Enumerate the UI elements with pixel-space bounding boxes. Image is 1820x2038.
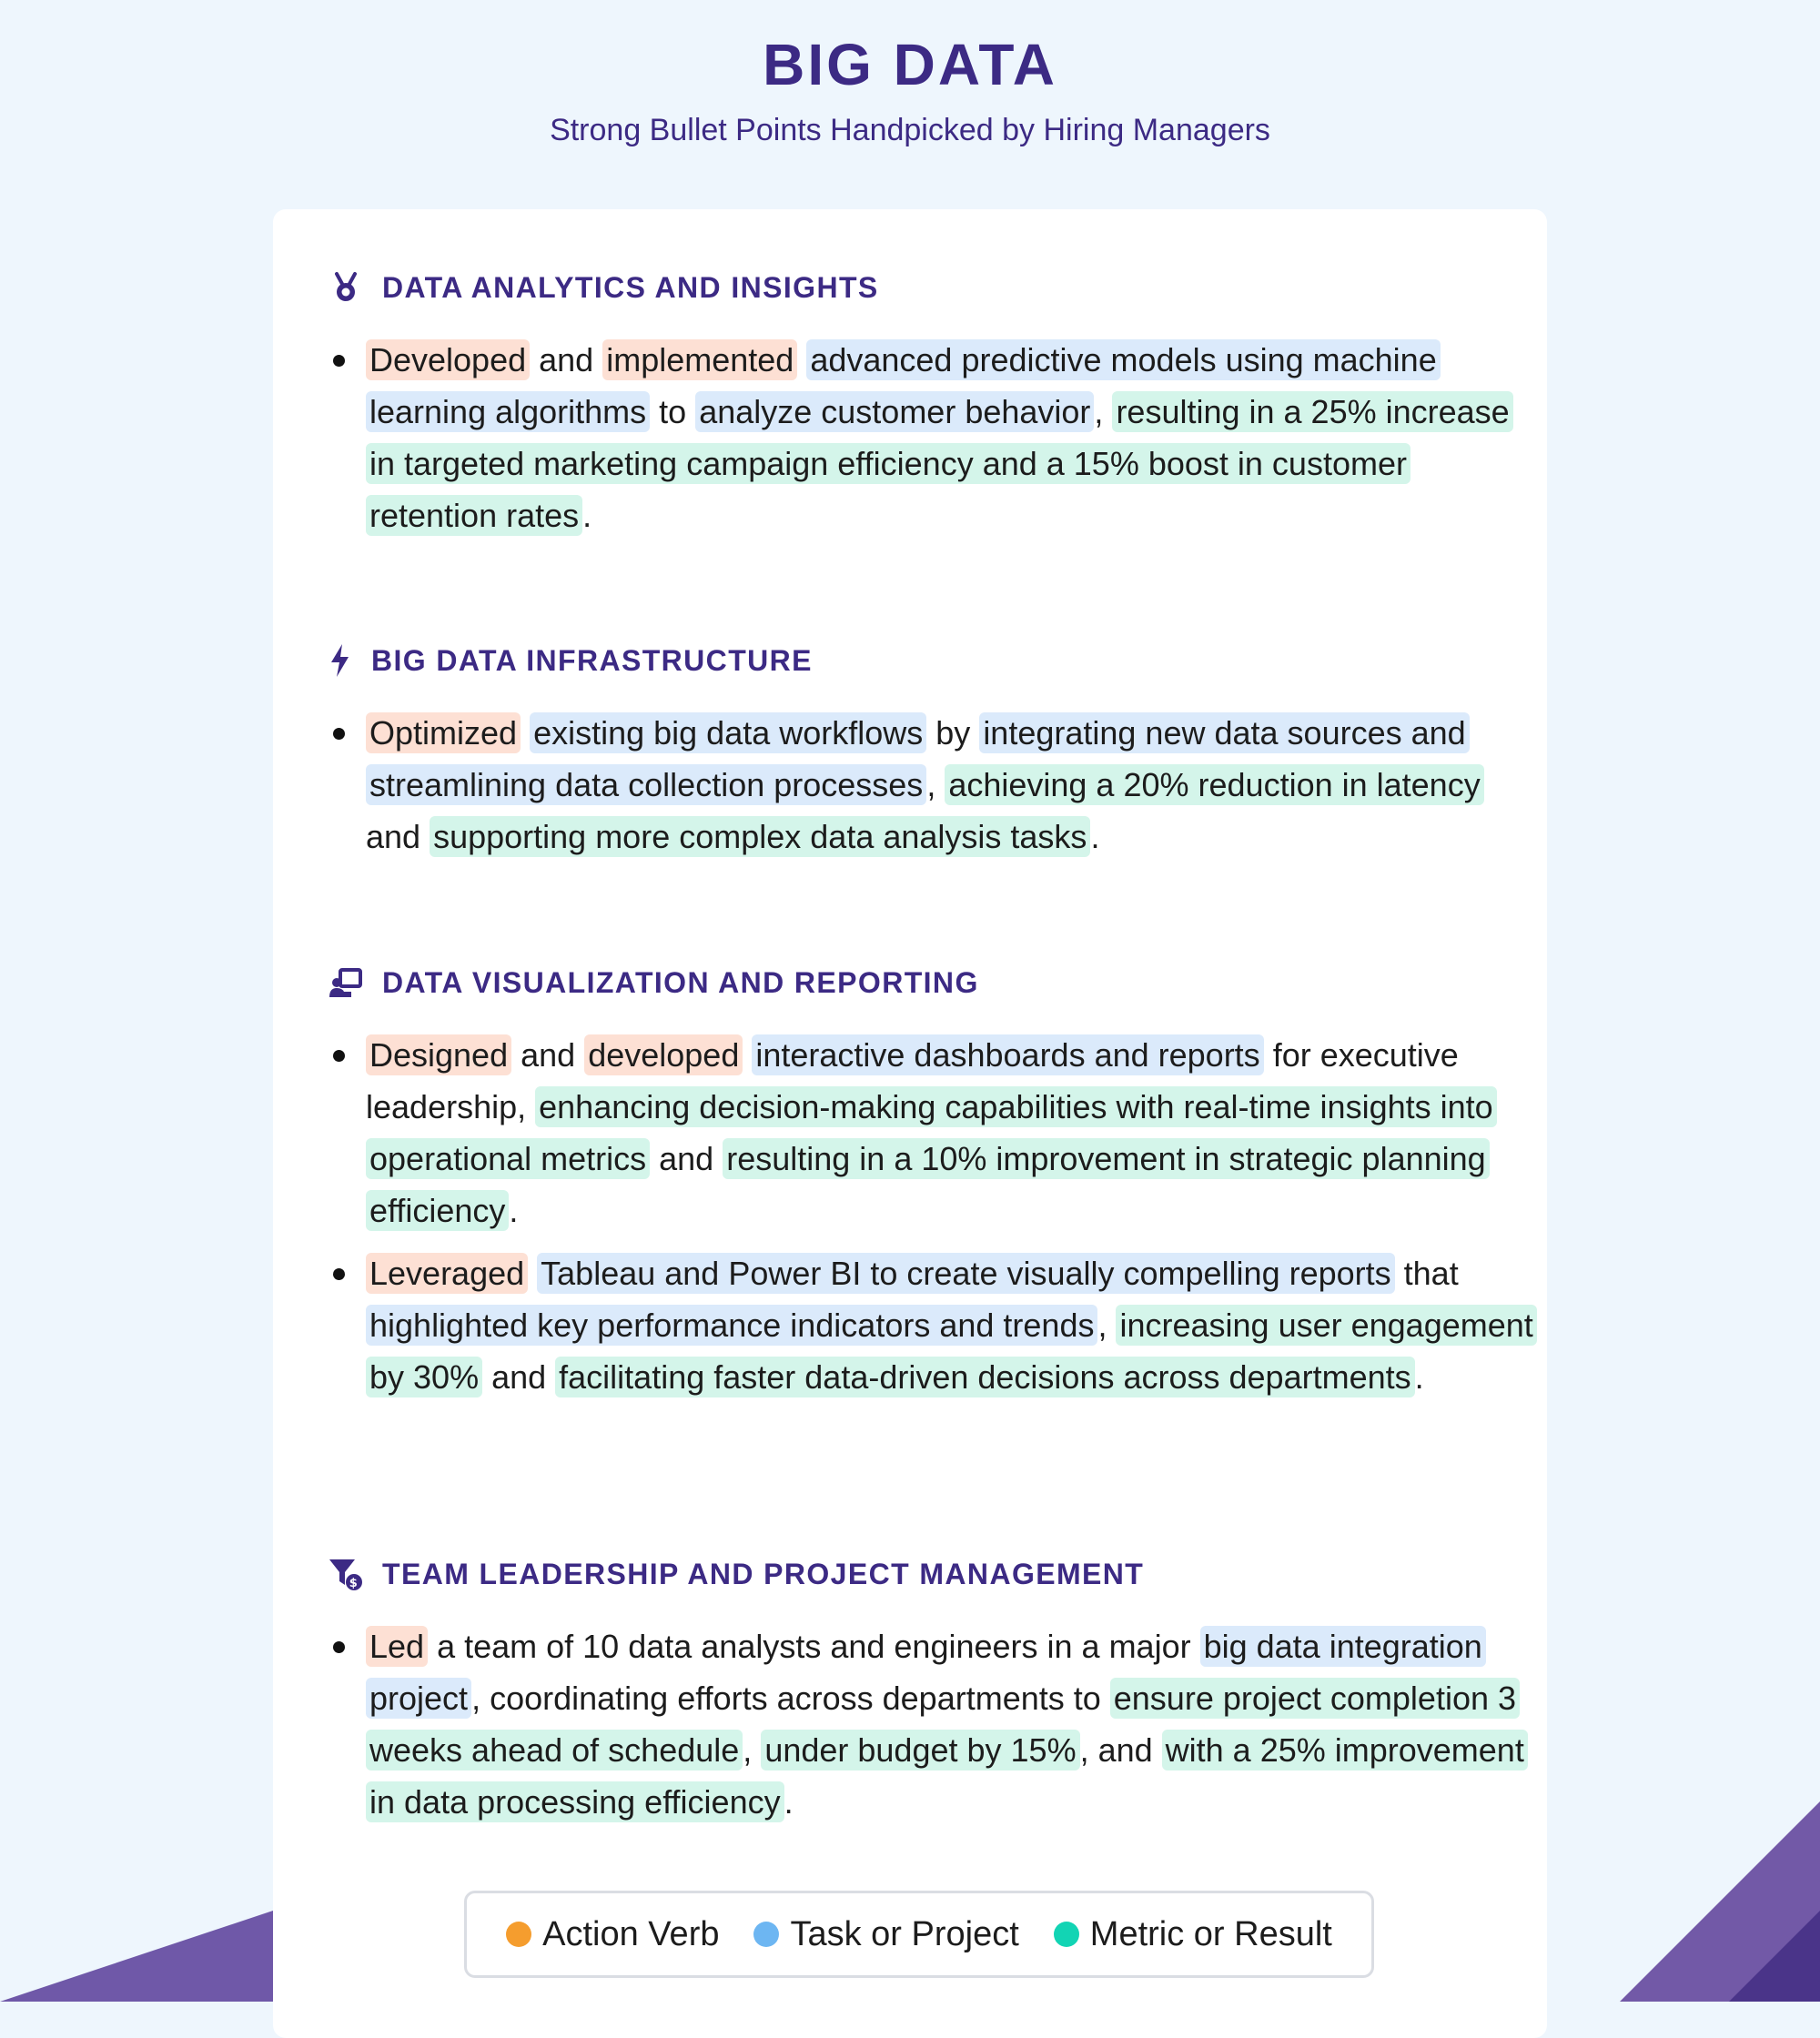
highlight-metric-or-result: under budget by 15% <box>761 1730 1079 1771</box>
highlight-action-verb: Led <box>366 1626 428 1667</box>
section-title: DATA ANALYTICS AND INSIGHTS <box>382 270 879 304</box>
bullet-text <box>366 1247 1540 1403</box>
plain-text: . <box>1090 818 1100 855</box>
highlight-action-verb: Optimized <box>366 712 521 753</box>
section-heading-leadership <box>328 1554 1144 1594</box>
legend-item-action-verb <box>506 1915 719 1954</box>
corner-decoration-left <box>0 1911 273 2002</box>
bullet-dot <box>333 355 345 367</box>
bullet-text <box>366 334 1540 541</box>
page-subtitle: Strong Bullet Points Handpicked by Hiring Managers <box>550 113 1270 147</box>
highlight-action-verb: Designed <box>366 1034 511 1075</box>
content-card <box>273 209 1547 2038</box>
plain-text: by <box>926 714 980 752</box>
plain-text: and <box>366 818 430 855</box>
highlight-task-or-project: advanced predictive models using machine learning algorithms <box>366 339 1441 432</box>
highlight-task-or-project: interactive dashboards and reports <box>752 1034 1263 1075</box>
funnel-dollar-icon <box>328 1556 364 1592</box>
highlight-action-verb: Leveraged <box>366 1253 528 1294</box>
highlight-metric-or-result: increasing user engagement by 30% <box>366 1305 1537 1397</box>
highlight-action-verb: Developed <box>366 339 530 380</box>
highlight-task-or-project: Tableau and Power BI to create visually compelling reports <box>537 1253 1395 1294</box>
highlight-task-or-project: existing big data workflows <box>530 712 926 753</box>
highlight-action-verb: developed <box>584 1034 743 1075</box>
plain-text <box>797 341 806 378</box>
plain-text: and <box>530 341 603 378</box>
medal-icon <box>328 269 364 306</box>
bullet-dot <box>333 1641 345 1653</box>
highlight-task-or-project: highlighted key performance indicators and trends <box>366 1305 1097 1346</box>
highlight-metric-or-result: enhancing decision-making capabilities with real-time insights into operational metrics <box>366 1086 1497 1179</box>
plain-text: . <box>582 497 592 534</box>
bullet-dot <box>333 1268 345 1280</box>
svg-text:$: $ <box>349 1577 359 1590</box>
plain-text: that <box>1394 1255 1459 1292</box>
plain-text: , coordinating efforts across departments to <box>471 1680 1110 1717</box>
bullet-text <box>366 1029 1540 1236</box>
plain-text: , <box>1094 393 1113 430</box>
highlight-task-or-project: analyze customer behavior <box>695 391 1094 432</box>
highlight-metric-or-result: supporting more complex data analysis tasks <box>430 816 1090 857</box>
orange-dot-icon <box>506 1922 531 1947</box>
highlight-metric-or-result: resulting in a 25% increase in targeted marketing campaign efficiency and a 15% boost in customer retention rates <box>366 391 1513 536</box>
plain-text <box>743 1036 752 1074</box>
presentation-icon <box>328 964 364 1001</box>
legend-label: Task or Project <box>790 1914 1019 1953</box>
highlight-metric-or-result: resulting in a 10% improvement in strategic planning efficiency <box>366 1138 1490 1231</box>
plain-text <box>528 1255 537 1292</box>
lightning-icon <box>328 642 353 679</box>
plain-text: , <box>926 766 945 803</box>
section-heading-analytics <box>328 267 879 308</box>
page-title: BIG DATA <box>763 32 1057 97</box>
legend-label: Action Verb <box>542 1914 720 1953</box>
teal-dot-icon <box>1054 1922 1079 1947</box>
legend <box>464 1891 1374 1978</box>
plain-text: and <box>511 1036 585 1074</box>
bullet-dot <box>333 728 345 740</box>
bullet-text <box>366 707 1540 863</box>
highlight-action-verb: implemented <box>602 339 797 380</box>
highlight-metric-or-result: with a 25% improvement in data processing efficiency <box>366 1730 1528 1822</box>
plain-text: . <box>1414 1358 1424 1396</box>
plain-text: , <box>1097 1307 1117 1344</box>
legend-item-metric-or-result <box>1054 1915 1332 1954</box>
section-title: TEAM LEADERSHIP AND PROJECT MANAGEMENT <box>382 1557 1145 1590</box>
section-heading-infrastructure <box>328 641 813 681</box>
blue-dot-icon <box>753 1922 779 1947</box>
plain-text: and <box>650 1140 723 1177</box>
highlight-task-or-project: integrating new data sources and streamlining data collection processes <box>366 712 1470 805</box>
legend-label: Metric or Result <box>1089 1914 1332 1953</box>
highlight-metric-or-result: ensure project completion 3 weeks ahead of schedule <box>366 1678 1520 1771</box>
highlight-task-or-project: big data integration project <box>366 1626 1486 1719</box>
plain-text: a team of 10 data analysts and engineers in a major <box>428 1628 1200 1665</box>
plain-text: for executive leadership, <box>366 1036 1459 1125</box>
plain-text: and <box>482 1358 556 1396</box>
section-title: DATA VISUALIZATION AND REPORTING <box>382 965 979 999</box>
plain-text: , <box>743 1731 762 1769</box>
section-heading-visualization <box>328 963 979 1003</box>
section-title: BIG DATA INFRASTRUCTURE <box>371 643 813 677</box>
highlight-metric-or-result: achieving a 20% reduction in latency <box>945 764 1483 805</box>
plain-text: . <box>784 1783 794 1821</box>
highlight-metric-or-result: facilitating faster data-driven decisions across departments <box>555 1357 1414 1397</box>
plain-text: , and <box>1079 1731 1162 1769</box>
bullet-text <box>366 1620 1540 1828</box>
plain-text <box>521 714 530 752</box>
plain-text: to <box>650 393 696 430</box>
legend-item-task-or-project <box>753 1915 1018 1954</box>
plain-text: . <box>509 1192 519 1229</box>
bullet-dot <box>333 1050 345 1062</box>
